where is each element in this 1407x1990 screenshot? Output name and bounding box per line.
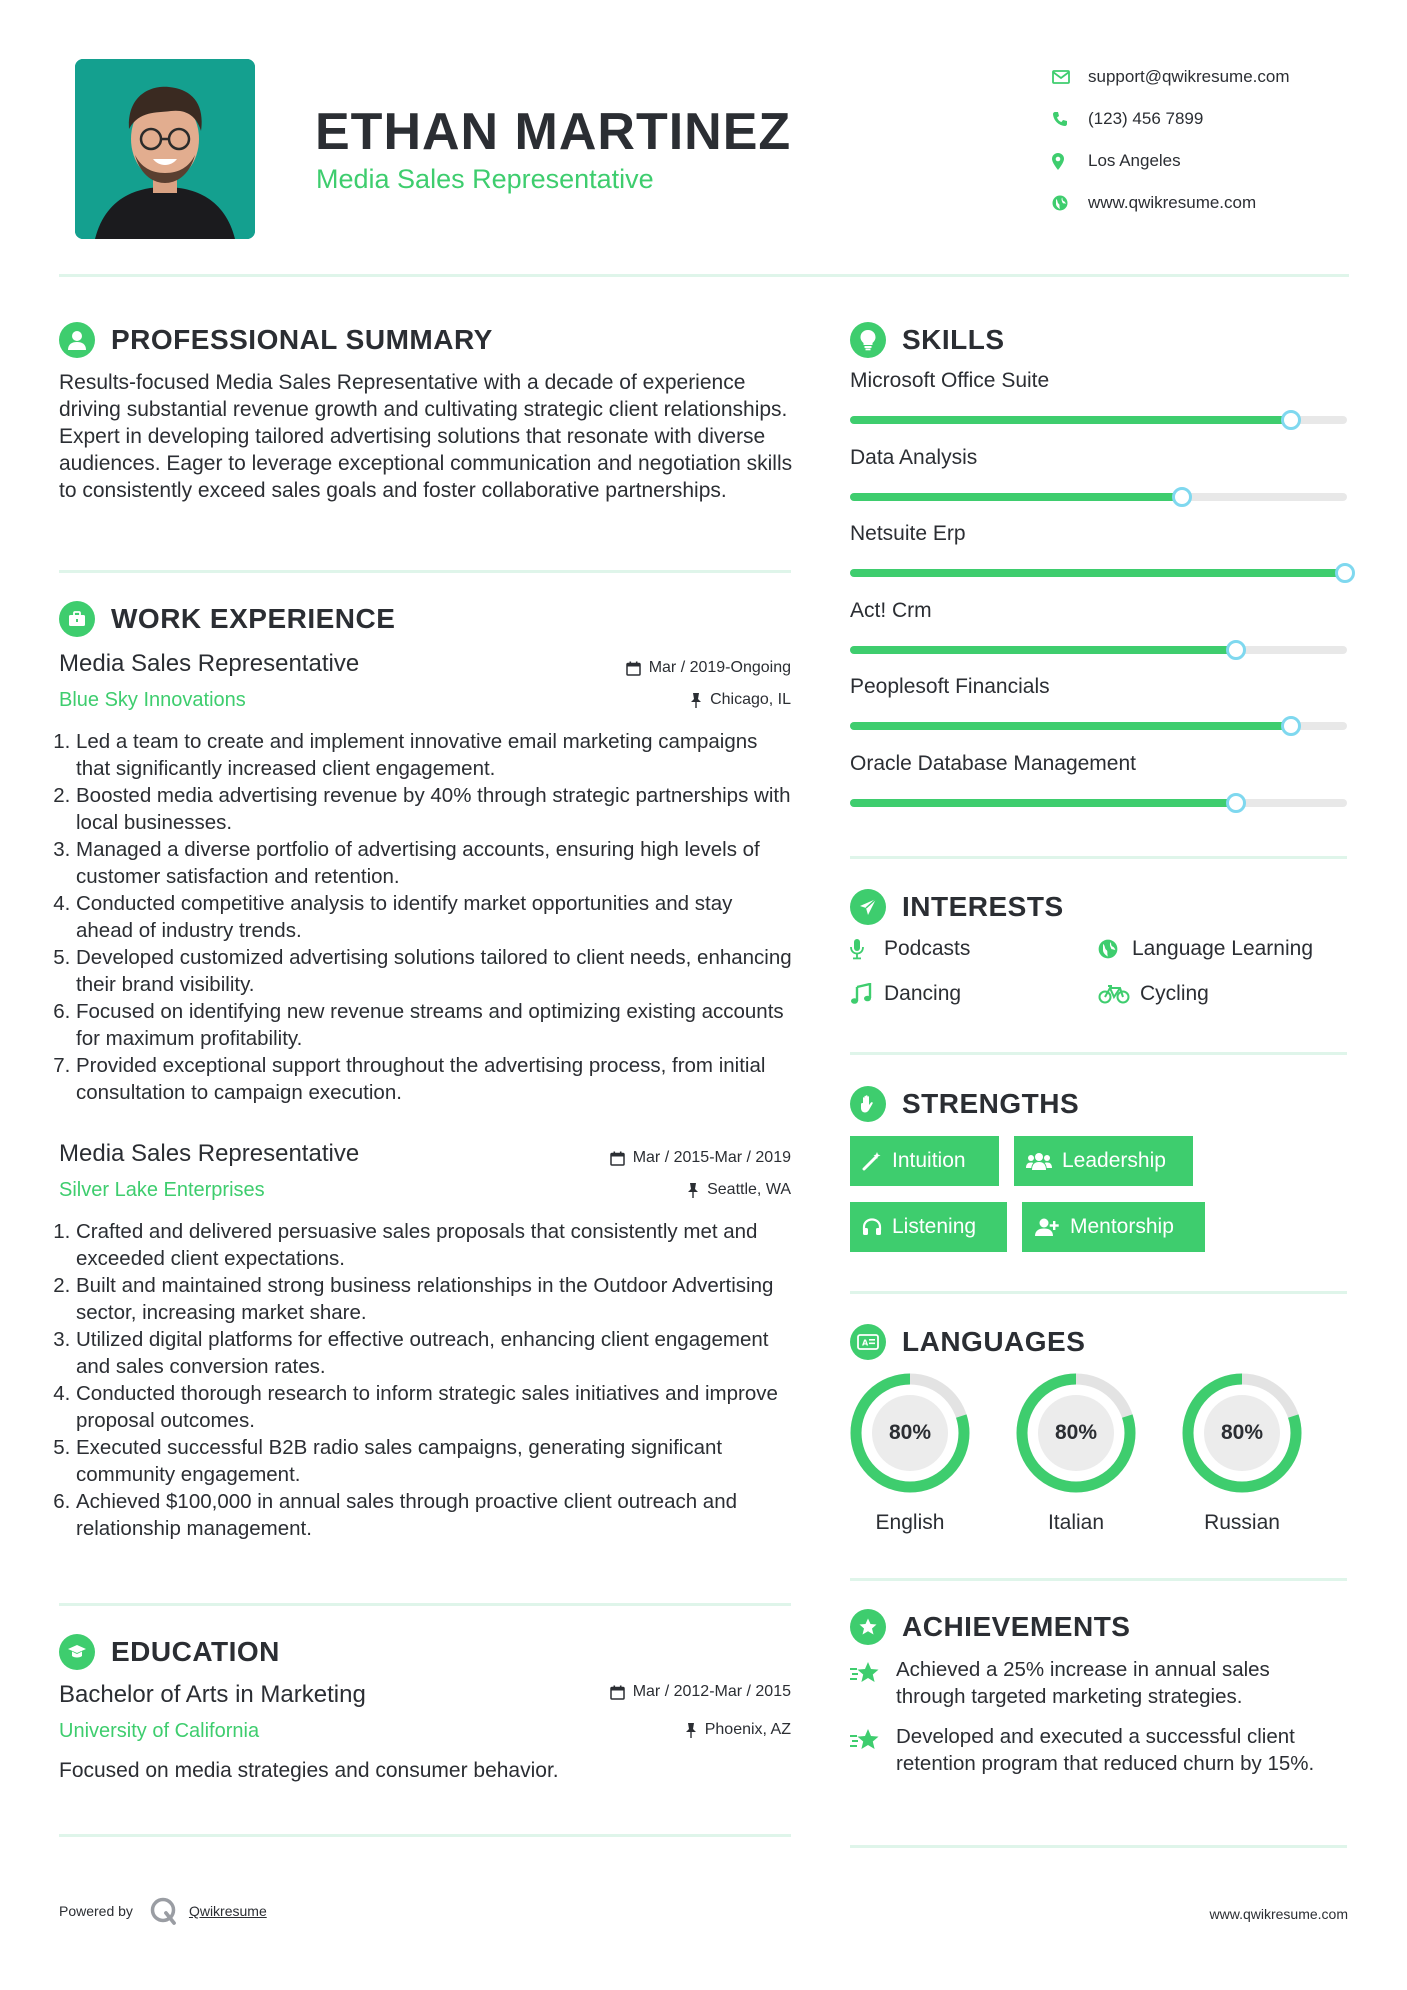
calendar-icon <box>610 1151 625 1166</box>
strengths-heading <box>850 1086 1079 1122</box>
language-ring <box>848 1371 972 1534</box>
skill-name: Netsuite Erp <box>850 522 966 545</box>
achievements-heading <box>850 1609 1130 1645</box>
achievement-item <box>850 1656 1330 1710</box>
achievements-divider <box>850 1845 1347 1848</box>
svg-text:A: A <box>862 1338 869 1348</box>
job-1-bullets <box>57 728 792 1106</box>
skill-bar-fill <box>850 722 1291 730</box>
pushpin-icon <box>685 1723 697 1738</box>
experience-title: WORK EXPERIENCE <box>111 603 396 634</box>
interest-cycling <box>1098 982 1209 1006</box>
education-heading <box>59 1634 280 1670</box>
strengths-divider <box>850 1291 1347 1294</box>
skill-bar-track <box>850 799 1347 807</box>
languages-divider <box>850 1578 1347 1581</box>
language-percent: 80% <box>888 1421 932 1444</box>
skill-bar-track <box>850 416 1347 424</box>
powered-by-text: Powered by <box>59 1903 133 1919</box>
language-name: Russian <box>1204 1511 1280 1534</box>
pushpin-icon <box>687 1183 699 1198</box>
job-1-bullet: 5. Developed customized advertising solutions tailored to client needs, enhancing their brand visibility. <box>76 944 792 998</box>
job-1-bullet: 1. Led a team to create and implement innovative email marketing campaigns that significantly increased client engagement. <box>76 728 792 782</box>
education-divider <box>59 1834 791 1837</box>
strength-chip-listening <box>850 1202 1007 1252</box>
strength-label: Intuition <box>892 1149 966 1172</box>
globe-icon <box>1098 939 1126 959</box>
achievements-title: ACHIEVEMENTS <box>902 1611 1131 1642</box>
languages-title: LANGUAGES <box>902 1326 1086 1357</box>
interest-label: Podcasts <box>884 937 971 960</box>
interests-heading <box>850 889 1064 925</box>
job-2-bullet: 6. Achieved $100,000 in annual sales through proactive client outreach and relationship management. <box>76 1488 792 1542</box>
raised-hand-icon <box>850 1086 886 1122</box>
education-school: University of California <box>59 1720 260 1742</box>
star-icon <box>850 1723 896 1777</box>
avatar-illustration <box>75 59 255 239</box>
user-icon <box>59 322 95 358</box>
job-1-bullet: 3. Managed a diverse portfolio of advertising accounts, ensuring high levels of customer satisfaction and retention. <box>76 836 792 890</box>
job-1-dates <box>626 659 791 677</box>
strength-label: Leadership <box>1062 1149 1166 1172</box>
language-percent: 80% <box>1220 1421 1264 1444</box>
strength-label: Listening <box>892 1215 977 1238</box>
job-2-dates <box>610 1149 791 1167</box>
job-2-bullet: 3. Utilized digital platforms for effective outreach, enhancing client engagement and sales conversion rates. <box>76 1326 792 1380</box>
job-1-dates-text: Mar / 2019-Ongoing <box>648 659 791 676</box>
lightbulb-icon <box>850 322 886 358</box>
microphone-icon <box>850 938 878 960</box>
language-ring <box>1014 1371 1138 1534</box>
skill-level-knob <box>1335 563 1355 583</box>
education-location-text: Phoenix, AZ <box>704 1721 791 1738</box>
footer-powered-by <box>59 1896 267 1926</box>
contact-website[interactable] <box>1052 182 1290 224</box>
job-1-bullet: 2. Boosted media advertising revenue by 40% through strategic partnerships with local businesses. <box>76 782 792 836</box>
interests-title: INTERESTS <box>902 891 1064 922</box>
job-1-bullet: 4. Conducted competitive analysis to identify market opportunities and stay ahead of industry trends. <box>76 890 792 944</box>
skill-level-knob <box>1226 793 1246 813</box>
phone-icon <box>1052 109 1088 129</box>
headphones-icon <box>862 1218 882 1236</box>
job-2-company: Silver Lake Enterprises <box>59 1179 265 1201</box>
education-degree: Bachelor of Arts in Marketing <box>59 1681 366 1708</box>
contact-location <box>1052 140 1290 182</box>
skill-name: Data Analysis <box>850 445 978 469</box>
language-name: English <box>875 1511 945 1534</box>
job-2-title: Media Sales Representative <box>59 1140 360 1167</box>
job-2-bullet: 5. Executed successful B2B radio sales campaigns, generating significant community engagement. <box>76 1434 792 1488</box>
interest-label: Cycling <box>1140 982 1209 1005</box>
contact-website-text: www.qwikresume.com <box>1088 193 1257 212</box>
interest-dancing <box>850 982 961 1006</box>
qwikresume-link[interactable]: Qwikresume <box>188 1903 267 1919</box>
strength-chip-leadership <box>1014 1136 1193 1186</box>
job-1-company: Blue Sky Innovations <box>59 689 246 711</box>
job-2-location-text: Seattle, WA <box>707 1181 791 1198</box>
graduation-icon <box>59 1634 95 1670</box>
summary-text: Results-focused Media Sales Representative with a decade of experience driving substantial revenue growth and cultivating strategic client relationships. Expert in developing tailored advertising solutions that resonate with diverse audiences. Eager to leverage exceptional communication and negotiation skills to consistently exceed sales goals and foster collaborative partnerships. <box>59 371 793 502</box>
paper-plane-icon <box>850 889 886 925</box>
job-2-bullet: 1. Crafted and delivered persuasive sales proposals that consistently met and exceeded client expectations. <box>76 1218 792 1272</box>
skill-bar-fill <box>850 493 1182 501</box>
job-1-bullet: 7. Provided exceptional support throughout the advertising process, from initial consultation to campaign execution. <box>76 1052 792 1106</box>
profile-photo <box>75 59 255 239</box>
contact-phone[interactable] <box>1052 98 1290 140</box>
skill-bar-track <box>850 493 1347 501</box>
interests-divider <box>850 1052 1347 1055</box>
job-2-dates-text: Mar / 2015-Mar / 2019 <box>632 1149 791 1166</box>
calendar-icon <box>610 1685 625 1700</box>
strength-label: Mentorship <box>1070 1215 1174 1238</box>
job-1-bullet: 6. Focused on identifying new revenue streams and optimizing existing accounts for maximum profitability. <box>76 998 792 1052</box>
skill-bar-fill <box>850 799 1236 807</box>
contact-list <box>1052 56 1290 224</box>
qwikresume-logo-icon <box>149 1896 179 1926</box>
language-ring <box>1180 1371 1304 1534</box>
skill-name: Act! Crm <box>850 598 932 622</box>
strength-chip-mentorship <box>1022 1202 1205 1252</box>
skill-level-knob <box>1226 640 1246 660</box>
skills-divider <box>850 856 1347 859</box>
education-location <box>685 1721 791 1739</box>
job-2-bullet: 2. Built and maintained strong business relationships in the Outdoor Advertising sector, increasing market share. <box>76 1272 792 1326</box>
skill-name: Oracle Database Management <box>850 751 1136 775</box>
briefcase-icon <box>59 601 95 637</box>
achievement-item <box>850 1723 1330 1777</box>
header-divider <box>59 274 1349 277</box>
education-description: Focused on media strategies and consumer behavior. <box>59 1759 559 1782</box>
candidate-name: ETHAN MARTINEZ <box>315 103 792 161</box>
calendar-icon <box>626 661 641 676</box>
skill-bar-fill <box>850 416 1291 424</box>
interest-language-learning <box>1098 937 1313 961</box>
skill-bar-track <box>850 646 1347 654</box>
job-2-bullet: 4. Conducted thorough research to inform strategic sales initiatives and improve proposal outcomes. <box>76 1380 792 1434</box>
strengths-title: STRENGTHS <box>902 1088 1080 1119</box>
contact-email-text: support@qwikresume.com <box>1088 67 1290 86</box>
map-pin-icon <box>1052 151 1088 171</box>
job-2-bullets <box>57 1218 792 1542</box>
skill-level-knob <box>1281 410 1301 430</box>
skill-level-knob <box>1172 487 1192 507</box>
bicycle-icon <box>1098 984 1134 1004</box>
interest-podcasts <box>850 937 970 961</box>
skill-name: Peoplesoft Financials <box>850 675 1050 698</box>
footer-website[interactable]: www.qwikresume.com <box>1209 1906 1348 1922</box>
language-percent: 80% <box>1054 1421 1098 1444</box>
interest-label: Language Learning <box>1132 937 1314 960</box>
education-dates-text: Mar / 2012-Mar / 2015 <box>632 1683 791 1700</box>
users-icon <box>1026 1151 1052 1171</box>
magic-wand-icon <box>862 1151 882 1171</box>
experience-divider <box>59 1603 791 1606</box>
skills-heading <box>850 322 1005 358</box>
interest-label: Dancing <box>884 982 962 1005</box>
language-card-icon <box>850 1324 886 1360</box>
summary-divider <box>59 570 791 573</box>
skill-bar-track <box>850 569 1347 577</box>
job-1-location <box>690 691 791 709</box>
summary-title: PROFESSIONAL SUMMARY <box>111 324 493 355</box>
contact-email[interactable] <box>1052 56 1290 98</box>
user-plus-icon <box>1034 1217 1060 1237</box>
job-2-location <box>687 1181 791 1199</box>
achievement-text: Developed and executed a successful client retention program that reduced churn by 15%. <box>896 1725 1315 1775</box>
skill-bar-fill <box>850 569 1345 577</box>
languages-heading <box>850 1324 1085 1360</box>
strength-chip-intuition <box>850 1136 999 1186</box>
language-name: Italian <box>1047 1511 1105 1534</box>
skill-bar-track <box>850 722 1347 730</box>
star-badge-icon <box>850 1609 886 1645</box>
education-title: EDUCATION <box>111 1636 280 1667</box>
contact-location-text: Los Angeles <box>1088 151 1181 170</box>
summary-heading <box>59 322 493 358</box>
job-1-title: Media Sales Representative <box>59 650 360 677</box>
experience-heading <box>59 601 395 637</box>
contact-phone-text: (123) 456 7899 <box>1088 109 1204 128</box>
job-1-location-text: Chicago, IL <box>710 691 791 708</box>
pushpin-icon <box>690 693 702 708</box>
star-icon <box>850 1656 896 1710</box>
globe-icon <box>1052 193 1088 213</box>
candidate-title: Media Sales Representative <box>316 164 654 194</box>
skills-title: SKILLS <box>902 324 1005 355</box>
envelope-icon <box>1052 67 1088 87</box>
music-note-icon <box>850 983 878 1005</box>
education-dates <box>610 1683 791 1701</box>
skill-bar-fill <box>850 646 1236 654</box>
skill-level-knob <box>1281 716 1301 736</box>
skill-name: Microsoft Office Suite <box>850 369 1050 392</box>
achievement-text: Achieved a 25% increase in annual sales through targeted marketing strategies. <box>896 1658 1270 1708</box>
